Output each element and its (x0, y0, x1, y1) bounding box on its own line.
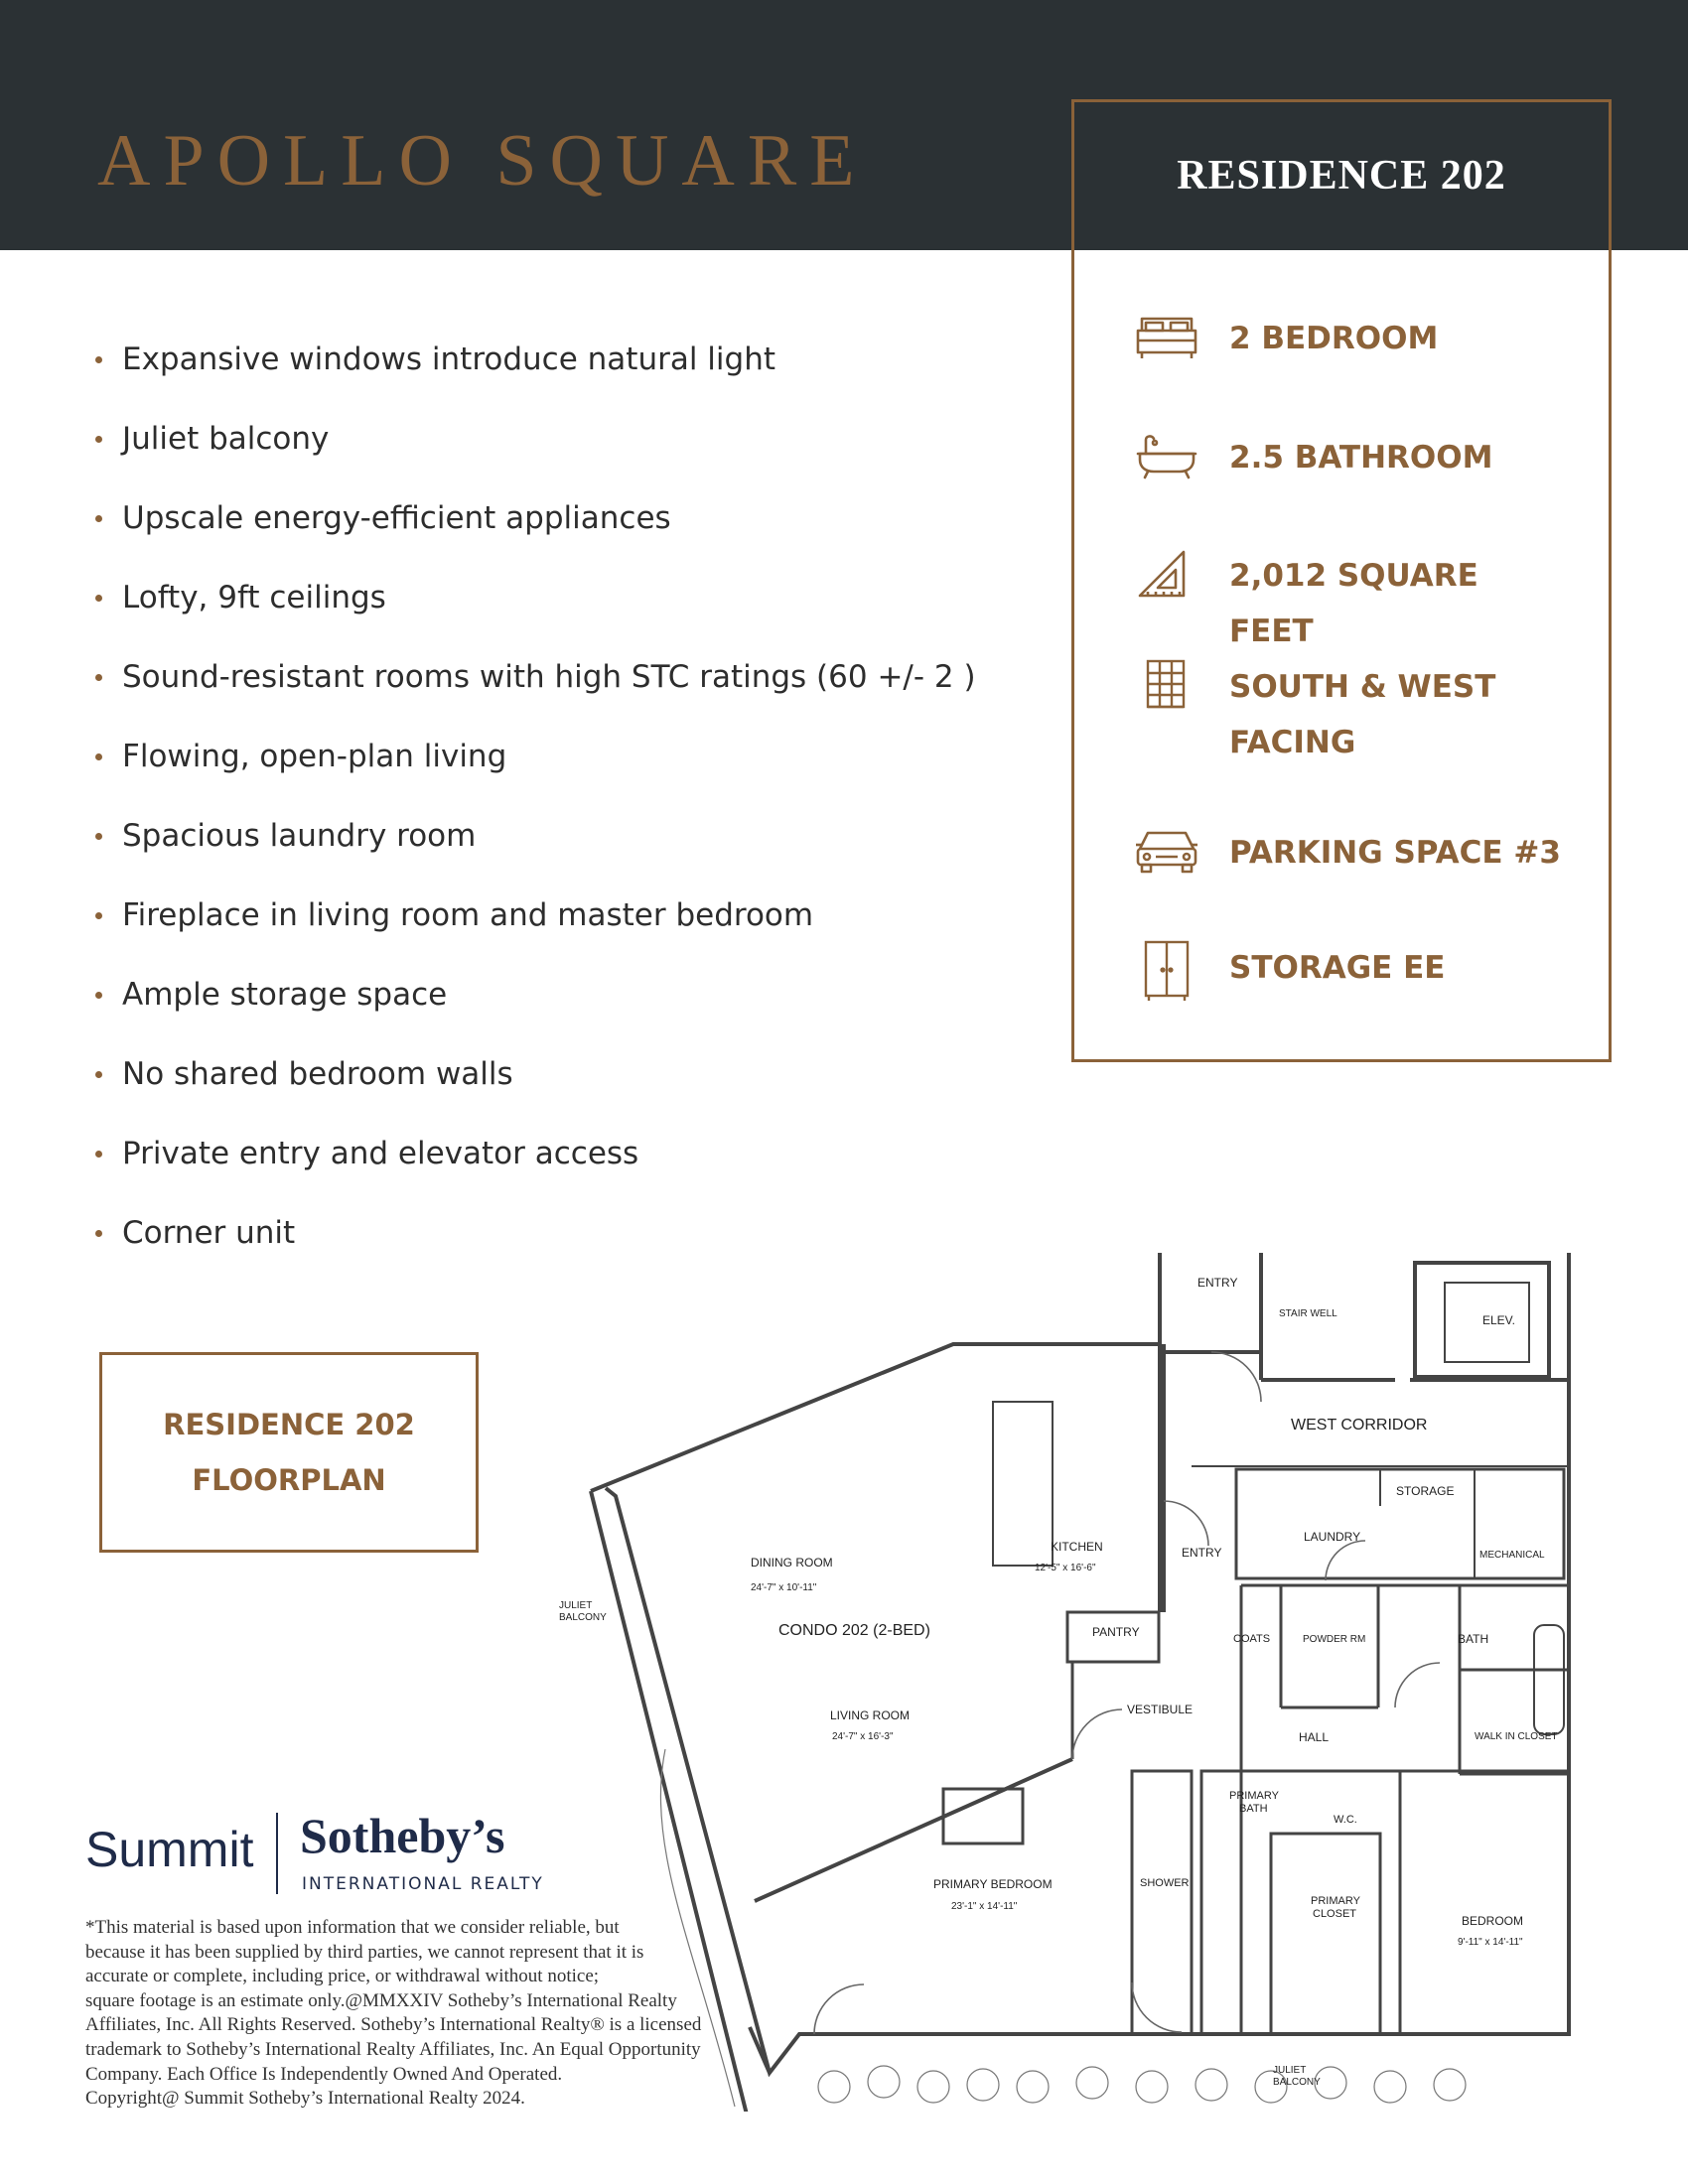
bullet (95, 515, 102, 522)
bullet (95, 356, 102, 363)
logo-sothebys: Sotheby’s (300, 1808, 505, 1863)
label-dining-dim: 24'-7" x 10'-11" (751, 1582, 817, 1593)
label-kitchen-dim: 12'-5" x 16'-6" (1035, 1563, 1096, 1573)
spec-storage (1134, 940, 1601, 1002)
label-bath: BATH (1458, 1632, 1489, 1646)
label-primary-bath-2: BATH (1239, 1803, 1268, 1815)
label-west-corridor: WEST CORRIDOR (1291, 1417, 1428, 1433)
floorplan-title-line1: RESIDENCE 202 (163, 1408, 415, 1441)
label-dining-room: DINING ROOM (751, 1556, 833, 1570)
disclaimer (85, 1916, 780, 2112)
label-walk-in-closet: WALK IN CLOSET (1475, 1731, 1558, 1742)
bullet (95, 674, 102, 681)
brand-title: APOLLO SQUARE (97, 120, 868, 202)
label-hall: HALL (1299, 1730, 1330, 1744)
floorplan-title-box (99, 1352, 479, 1553)
label-juliet-left-1: JULIET (559, 1600, 593, 1611)
disclaimer-line: Company. Each Office Is Independently Owned And Operated. (85, 2063, 563, 2085)
spec-parking (1134, 825, 1601, 881)
label-laundry: LAUNDRY (1304, 1530, 1361, 1544)
label-pantry: PANTRY (1092, 1625, 1140, 1639)
spec-bathrooms (1134, 430, 1601, 485)
label-primary-bedroom-dim: 23'-1" x 14'-11" (951, 1901, 1018, 1912)
disclaimer-line: square footage is an estimate only.@MMXXIV Sotheby’s International Realty (85, 1989, 677, 2011)
label-mechanical: MECHANICAL (1479, 1550, 1545, 1561)
feature-list (95, 320, 1029, 1273)
logo-divider (276, 1813, 278, 1894)
spec-facing (1134, 659, 1601, 770)
cabinet-icon (1134, 940, 1199, 1002)
bullet (95, 1071, 102, 1078)
set-square-icon (1134, 548, 1199, 600)
label-condo: CONDO 202 (2-BED) (778, 1622, 930, 1639)
feature-item: Corner unit (95, 1193, 1029, 1273)
spec-label: PARKING SPACE #3 (1229, 835, 1561, 871)
bullet (95, 436, 102, 443)
floorplan-title-line2: FLOORPLAN (192, 1463, 386, 1497)
car-icon (1134, 825, 1199, 877)
feature-item: Sound-resistant rooms with high STC ratings (60 +/- 2 ) (95, 637, 1029, 717)
disclaimer-line: accurate or complete, including price, or withdrawal without notice; (85, 1966, 600, 1987)
label-wc: W.C. (1334, 1814, 1357, 1826)
disclaimer-line: because it has been supplied by third parties, we cannot represent that it is (85, 1941, 644, 1963)
spec-bedrooms (1134, 311, 1601, 366)
spec-label: STORAGE EE (1229, 950, 1446, 986)
label-stair-well: STAIR WELL (1279, 1308, 1337, 1319)
label-primary-bedroom: PRIMARY BEDROOM (933, 1877, 1053, 1891)
disclaimer-line: Copyright@ Summit Sotheby’s International Realty 2024. (85, 2088, 525, 2110)
label-primary-bath-1: PRIMARY (1229, 1790, 1279, 1802)
feature-item: No shared bedroom walls (95, 1034, 1029, 1114)
bullet (95, 1230, 102, 1237)
spec-label: 2 BEDROOM (1229, 321, 1439, 356)
residence-spec-card (1071, 99, 1612, 1062)
bullet (95, 753, 102, 760)
feature-item: Flowing, open-plan living (95, 717, 1029, 796)
label-coats: COATS (1233, 1633, 1271, 1645)
feature-item: Lofty, 9ft ceilings (95, 558, 1029, 637)
feature-item: Fireplace in living room and master bedroom (95, 876, 1029, 955)
label-juliet-bottom-2: BALCONY (1273, 2077, 1321, 2088)
bullet (95, 833, 102, 840)
logo-subtitle: INTERNATIONAL REALTY (302, 1874, 544, 1894)
bullet (95, 1151, 102, 1158)
label-primary-closet-1: PRIMARY (1311, 1895, 1360, 1907)
label-living-dim: 24'-7" x 16'-3" (832, 1731, 894, 1742)
label-storage: STORAGE (1396, 1484, 1455, 1498)
spec-card-header (1074, 102, 1609, 250)
label-elev: ELEV. (1482, 1313, 1515, 1327)
label-entry: ENTRY (1182, 1546, 1222, 1560)
bathtub-icon (1134, 430, 1199, 481)
disclaimer-line: Affiliates, Inc. All Rights Reserved. Sotheby’s International Realty® is a licensed (85, 2014, 702, 2036)
window-icon (1134, 659, 1199, 711)
label-bedroom-dim: 9'-11" x 14'-11" (1458, 1937, 1523, 1948)
label-juliet-left-2: BALCONY (559, 1612, 607, 1623)
bullet (95, 912, 102, 919)
label-entry-top: ENTRY (1197, 1276, 1238, 1290)
bed-icon (1134, 311, 1199, 362)
label-juliet-bottom-1: JULIET (1273, 2065, 1307, 2076)
sothebys-logo (85, 1807, 602, 1906)
feature-item: Expansive windows introduce natural light (95, 320, 1029, 399)
bullet (95, 595, 102, 602)
label-living-room: LIVING ROOM (830, 1708, 911, 1722)
spec-label: SOUTH & WEST FACING (1229, 669, 1496, 760)
feature-item: Private entry and elevator access (95, 1114, 1029, 1193)
label-shower: SHOWER (1140, 1877, 1190, 1889)
label-vestibule: VESTIBULE (1127, 1703, 1194, 1716)
spec-label: 2,012 SQUARE FEET (1229, 558, 1478, 649)
disclaimer-line: *This material is based upon information that we consider reliable, but (85, 1917, 620, 1938)
label-primary-closet-2: CLOSET (1313, 1908, 1357, 1920)
spec-square-feet (1134, 548, 1601, 659)
label-powder-rm: POWDER RM (1303, 1634, 1366, 1645)
bullet (95, 992, 102, 999)
spec-label: 2.5 BATHROOM (1229, 440, 1493, 476)
label-kitchen: KITCHEN (1051, 1540, 1103, 1554)
disclaimer-line: trademark to Sotheby’s International Realty Affiliates, Inc. An Equal Opportunity (85, 2038, 701, 2060)
spec-card-title: RESIDENCE 202 (1177, 153, 1506, 199)
feature-item: Spacious laundry room (95, 796, 1029, 876)
logo-summit: Summit (85, 1822, 254, 1877)
label-bedroom: BEDROOM (1462, 1914, 1524, 1928)
feature-item: Juliet balcony (95, 399, 1029, 478)
feature-item: Ample storage space (95, 955, 1029, 1034)
feature-item: Upscale energy-efficient appliances (95, 478, 1029, 558)
